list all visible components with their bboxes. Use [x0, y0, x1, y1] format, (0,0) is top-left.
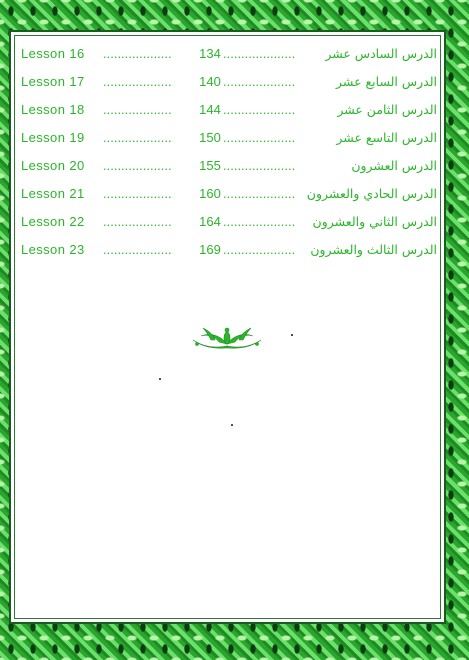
dot-leader: ................... [103, 102, 172, 117]
arabic-title: الدرس السابع عشر [336, 74, 437, 89]
toc-row[interactable] [17, 42, 437, 70]
arabic-title: الدرس التاسع عشر [336, 130, 437, 145]
dot-leader: ................... [103, 46, 172, 61]
toc-row[interactable] [17, 98, 437, 126]
lesson-label: Lesson 16 [21, 46, 85, 61]
page-number: 160 [199, 186, 221, 201]
toc-row[interactable] [17, 210, 437, 238]
lesson-label: Lesson 19 [21, 130, 85, 145]
dot-leader: .................... [223, 130, 296, 145]
dot-leader: .................... [223, 186, 296, 201]
page-number: 164 [199, 214, 221, 229]
page-number: 169 [199, 242, 221, 257]
arabic-title: الدرس الحادي والعشرون [306, 186, 437, 201]
lesson-label: Lesson 17 [21, 74, 85, 89]
arabic-title: الدرس العشرون [351, 158, 437, 173]
dot-leader: .................... [223, 242, 296, 257]
toc-row[interactable] [17, 182, 437, 210]
floral-scroll-ornament-icon [187, 322, 267, 352]
dot-leader: .................... [223, 74, 296, 89]
content-frame [9, 30, 446, 624]
dot-leader: ................... [103, 242, 172, 257]
page-number: 150 [199, 130, 221, 145]
page-number: 140 [199, 74, 221, 89]
scan-speck [231, 424, 233, 426]
toc-row[interactable] [17, 126, 437, 154]
arabic-title: الدرس الثامن عشر [337, 102, 437, 117]
page-number: 144 [199, 102, 221, 117]
lesson-label: Lesson 18 [21, 102, 85, 117]
page-number: 134 [199, 46, 221, 61]
dot-leader: ................... [103, 186, 172, 201]
toc-row[interactable] [17, 154, 437, 182]
lesson-label: Lesson 22 [21, 214, 85, 229]
table-of-contents [17, 42, 437, 266]
dot-leader: ................... [103, 130, 172, 145]
scan-speck [159, 378, 161, 380]
arabic-title: الدرس الثاني والعشرون [312, 214, 437, 229]
lesson-label: Lesson 23 [21, 242, 85, 257]
toc-row[interactable] [17, 70, 437, 98]
dot-leader: ................... [103, 74, 172, 89]
toc-row[interactable] [17, 238, 437, 266]
dot-leader: ................... [103, 158, 172, 173]
dot-leader: ................... [103, 214, 172, 229]
dot-leader: .................... [223, 102, 296, 117]
page-number: 155 [199, 158, 221, 173]
arabic-title: الدرس السادس عشر [325, 46, 437, 61]
scan-speck [291, 334, 293, 336]
lesson-label: Lesson 20 [21, 158, 85, 173]
dot-leader: .................... [223, 214, 296, 229]
dot-leader: .................... [223, 46, 296, 61]
arabic-title: الدرس الثالث والعشرون [310, 242, 437, 257]
dot-leader: .................... [223, 158, 296, 173]
lesson-label: Lesson 21 [21, 186, 85, 201]
